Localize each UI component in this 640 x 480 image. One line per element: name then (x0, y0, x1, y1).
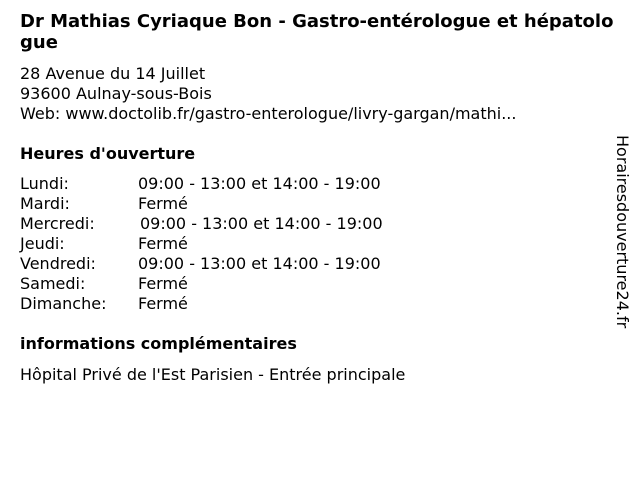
time-value: 09:00 - 13:00 et 14:00 - 19:00 (140, 214, 383, 233)
day-label: Vendredi: (20, 254, 96, 273)
day-label: Jeudi: (20, 234, 65, 253)
info-heading: informations complémentaires (20, 334, 297, 353)
address-city: 93600 Aulnay-sous-Bois (20, 84, 212, 103)
time-value: Fermé (138, 234, 188, 253)
website-link[interactable]: Web: www.doctolib.fr/gastro-enterologue/livry-gargan/mathi... (20, 104, 517, 123)
day-label: Samedi: (20, 274, 86, 293)
info-text: Hôpital Privé de l'Est Parisien - Entrée principale (20, 365, 406, 384)
hours-heading: Heures d'ouverture (20, 144, 196, 163)
address-block (20, 64, 516, 124)
time-value: 09:00 - 13:00 et 14:00 - 19:00 (138, 254, 381, 273)
time-value: Fermé (138, 194, 188, 213)
address-street: 28 Avenue du 14 Juillet (20, 64, 206, 83)
page-title: Dr Mathias Cyriaque Bon - Gastro-entérologue et hépatologue (20, 11, 614, 53)
site-watermark: Horairesdouverture24.fr (613, 135, 632, 329)
time-value: Fermé (138, 294, 188, 313)
day-label: Lundi: (20, 174, 69, 193)
day-label: Dimanche: (20, 294, 107, 313)
day-label: Mardi: (20, 194, 70, 213)
time-value: 09:00 - 13:00 et 14:00 - 19:00 (138, 174, 381, 193)
day-label: Mercredi: (20, 214, 95, 233)
time-value: Fermé (138, 274, 188, 293)
